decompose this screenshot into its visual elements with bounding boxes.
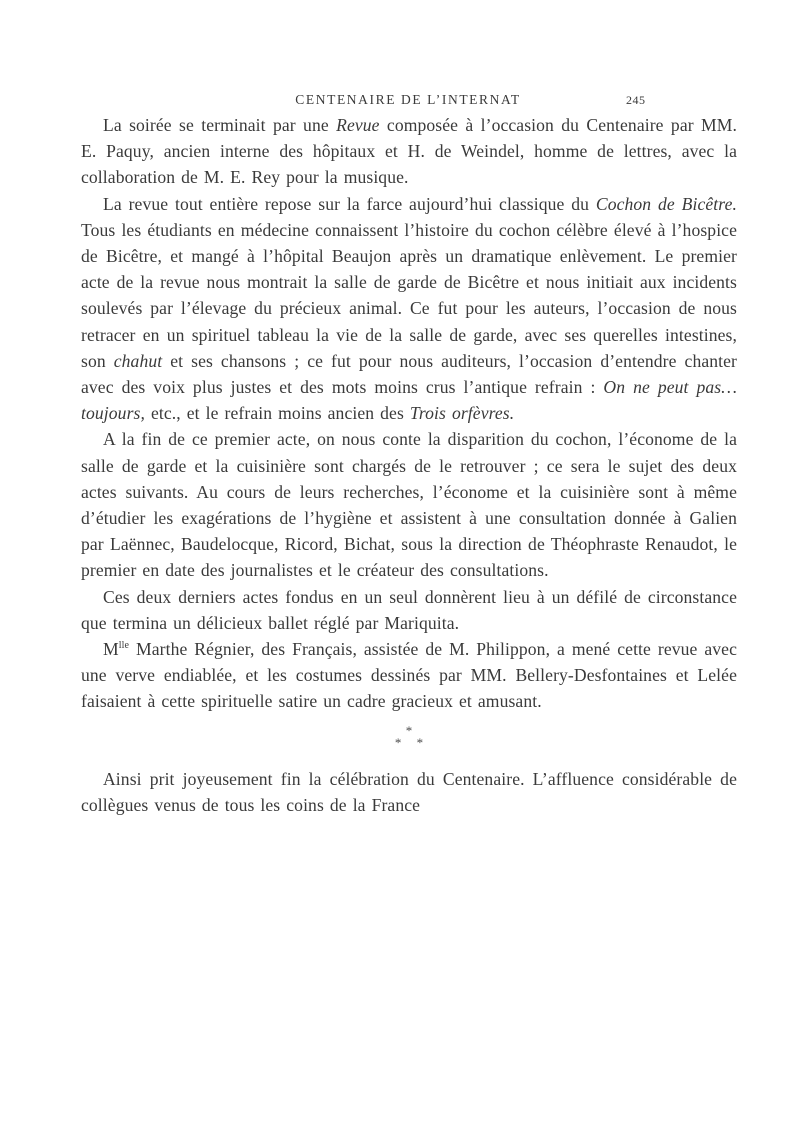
body-text (81, 112, 737, 818)
asterism-top: * (405, 722, 413, 738)
text-run: et ses chansons ; ce fut pour nous auditeurs, l’occasion d’entendre chanter avec des voix plus justes et des mots moins crus l’antique refrain : (81, 350, 737, 398)
paragraph-disparition: A la fin de ce premier acte, on nous conte la disparition du cochon, l’économe de la salle de garde et la cuisinière sont chargés de le retrouver ; ce sera le sujet des deux actes suivants. Au cours de leurs recherches, l’économe et la cuisinière sont à même d’étudier les exagérations de l’hygiène et assistent à une consultation donnée à Galien par Laënnec, Baudelocque, Ricord, Bichat, sous la direction de Théophraste Renaudot, le premier en date des journalistes et le créateur des consultations. (81, 429, 737, 581)
paragraph-revue-intro (81, 112, 737, 191)
italic-refrain: On ne peut pas… toujours, (81, 377, 737, 424)
page-number: 245 (626, 93, 646, 107)
asterism-divider (81, 722, 737, 750)
text-run: M (103, 639, 119, 660)
running-head (0, 92, 801, 112)
text-run: Tous les étudiants en médecine connaissent l’histoire du cochon célèbre élevé à l’hospice de Bicêtre, et mangé à l’hôpital Beaujon après un dramatique enlèvement. Le premier acte de la revue nous montrait la salle de garde de Bicêtre et nous initiait aux incidents soulevés par l’élevage du précieux animal. Ce fut pour les auteurs, l’occasion de nous retracer en un spirituel tableau la vie de la salle de garde, avec ses querelles intestines, son (81, 219, 737, 371)
paragraph-derniers-actes: Ces deux derniers actes fondus en un seul donnèrent lieu à un défilé de circonstance que termina un délicieux ballet réglé par Mariquita. (81, 586, 737, 633)
italic-word-chahut: chahut (113, 350, 163, 371)
text-run: Marthe Régnier, des Français, assistée de M. Philippon, a mené cette revue avec une verve endiablée, et les costumes dessinés par MM. Bellery-Desfontaines et Lelée faisaient à cette spirituelle satire un cadre gracieux et amusant. (81, 639, 737, 712)
italic-title-revue: Revue (336, 115, 380, 135)
paragraph-cochon-de-bicetre (81, 191, 737, 427)
paragraph-marthe-regnier (81, 636, 737, 715)
running-title: CENTENAIRE DE L’INTERNAT (295, 92, 521, 107)
asterism-bottom: * * (394, 734, 430, 750)
superscript-lle: lle (118, 640, 130, 652)
text-run: La revue tout entière repose sur la farce aujourd’hui classique du (103, 193, 596, 214)
italic-title-cochon: Cochon de Bicêtre. (595, 193, 737, 214)
text-run: etc., et le refrain moins ancien des (144, 403, 410, 424)
text-run: La soirée se terminait par une (103, 115, 337, 135)
text-run: composée à l’occasion du Centenaire par MM. E. Paquy, ancien interne des hôpitaux et H. de Weindel, homme de lettres, avec la collaboration de M. E. Rey pour la musique. (81, 115, 737, 188)
paragraph-fin-celebration: Ainsi prit joyeusement fin la célébration du Centenaire. L’affluence considérable de collègues venus de tous les coins de la France (81, 768, 737, 815)
italic-title-trois-orfevres: Trois orfèvres. (409, 403, 515, 424)
